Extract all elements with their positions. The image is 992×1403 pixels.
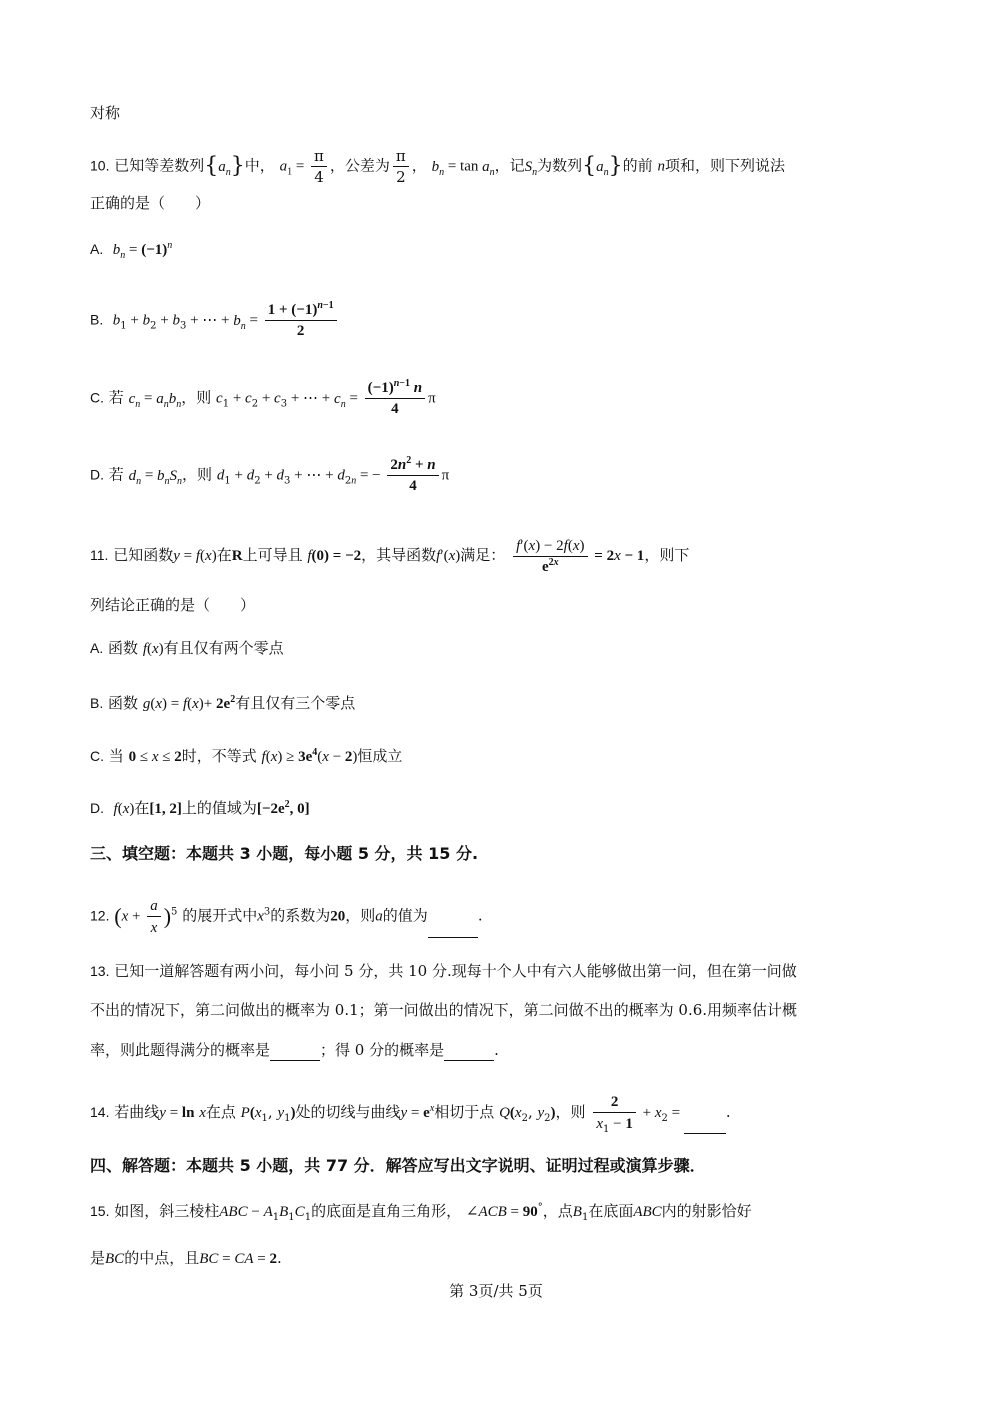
q11-stem-line2: 列结论正确的是（ ） (90, 596, 256, 614)
q10-stem: 10. 已知等差数列$\{a_n\}$中， $a_1$ = $\frac{\pi}{4}$ ，公差为 $\frac{\pi}{2}$ ， $b_n = \tan a_n$，记$S_n$为数列$\{a_n\}$的前 n项和，则下列说法 (90, 147, 785, 186)
section-4-heading: 四、解答题：本题共 5 小题，共 77 分．解答应写出文字说明、证明过程或演算步骤． (90, 1156, 706, 1175)
q10-option-d: D. 若 $d_n = b_nS_n$，则 $d_1 + d_2 + d_3$ + ⋯ + $d_{2n}$ = − $\frac{2n^2 + n}{4}$ π (90, 455, 450, 494)
q11-option-d: D. f(x)在[1, 2]上的值域为[$-2e^2$, 0] (90, 799, 310, 817)
q11-option-c: C. 当 0 ≤ x ≤ 2时，不等式 $f(x) \ge 3e^4(x - 2)$恒成立 (90, 747, 403, 765)
q11-option-a: A. 函数 f(x)有且仅有两个零点 (90, 639, 284, 657)
q10-option-b: B. $b_1 + b_2 + b_3$ + ⋯ + $b_n$ = $\frac{1 + (-1)^{n-1}}{2}$ (90, 300, 340, 341)
page-footer: 第 3页/共 5页 (449, 1282, 543, 1300)
q10-option-c: C. 若 $c_n = a_nb_n$，则 $c_1 + c_2 + c_3$ + ⋯ + $c_n$ = $\frac{(-1)^{n-1} n}{4}$ π (90, 378, 436, 417)
q10-stem-line2: 正确的是（ ） (90, 194, 211, 212)
q12: 12. (x + $\frac{a}{x}$ )$^5$ 的展开式中$x^3$的系数为20，则a的值为 . (90, 895, 483, 938)
q13-line2: 不出的情况下，第二问做出的概率为 0.1；第一问做出的情况下，第二问做不出的概率为 0.6.用频率估计概 (90, 1001, 798, 1019)
q11-stem: 11. 已知函数y = f(x)在R上可导且 f(0) = −2，其导函数f′(x)满足： $\frac{f'(x) - 2f(x)}{e^{2x}}$ = 2x − 1，则下 (90, 535, 689, 577)
q14-answer-blank[interactable] (684, 1117, 726, 1134)
q13-line1: 13. 已知一道解答题有两小问，每小问 5 分，共 10 分.现每十个人中有六人能够做出第一问，但在第一问做 (90, 962, 797, 980)
q10-option-a: A. $b_n = (-1)^n$ (90, 240, 173, 261)
q14: 14. 若曲线y = ln x在点 $P(x_1$, $y_1$)处的切线与曲线$y = e^x$相切于点 $Q(x_2$, $y_2$)，则 $\frac{2}{x_1 - 1}$ + $x_2$ = . (90, 1094, 731, 1135)
q13-line3: 率，则此题得满分的概率是 ；得 0 分的概率是 . (90, 1041, 499, 1059)
section-3-heading: 三、填空题：本题共 3 小题，每小题 5 分，共 15 分. (90, 844, 479, 863)
q11-option-b: B. 函数 $g(x) = f(x)+ 2e^2$有且仅有三个零点 (90, 694, 356, 712)
q15-line1: 15. 如图，斜三棱柱ABC − $A_1B_1C_1$的底面是直角三角形， ∠ACB = 90°，点$B_1$在底面ABC内的射影恰好 (90, 1202, 752, 1223)
q13-zero-score-blank[interactable] (444, 1044, 494, 1061)
q12-answer-blank[interactable] (428, 921, 478, 938)
q13-full-score-blank[interactable] (270, 1044, 320, 1061)
q15-line2: 是BC的中点，且BC = CA = 2. (90, 1249, 282, 1267)
top-fragment: 对称 (90, 104, 121, 122)
